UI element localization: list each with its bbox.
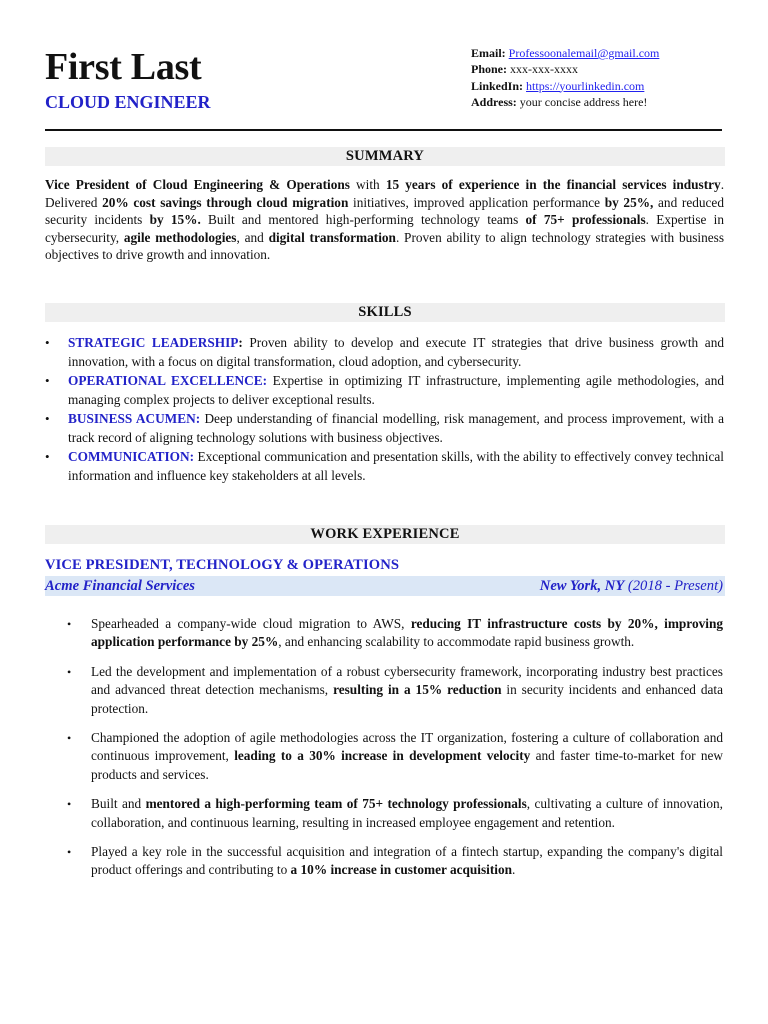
text-run: and reduced security incidents — [45, 194, 724, 228]
text-run: Played a key role in the successful acquisition and integration of a fintech startup, expanding the company's digital product offerings and contributing to — [91, 844, 723, 878]
text-run: Championed the adoption of agile methodologies across the IT organization, fostering a culture of collaboration and continuous improvement, — [91, 730, 723, 764]
email-link[interactable]: Professoonalemail@gmail.com — [508, 46, 660, 60]
text-run: 15 years of experience in the financial services industry — [385, 177, 721, 192]
contact-phone-row — [471, 61, 731, 77]
text-run: by 25%, — [604, 194, 654, 210]
skill-item — [45, 371, 724, 409]
company-name: Acme Financial Services — [45, 578, 195, 594]
bullet-icon: • — [45, 411, 50, 426]
skill-description: Exceptional communication and presentation skills, with the ability to effectively convey technical information and influence key stakeholders at all levels. — [68, 449, 724, 483]
experience-bullet — [67, 663, 723, 718]
skill-name: STRATEGIC LEADERSHIP — [68, 335, 239, 350]
bullet-icon: • — [67, 664, 72, 679]
company-bar — [45, 576, 725, 596]
bullet-icon: • — [45, 373, 50, 388]
address-label: Address: — [471, 94, 517, 109]
text-run: 20% cost savings through cloud migration — [102, 194, 349, 210]
text-run: . Proven ability to align technology strategies with business objectives to drive growth and innovation. — [45, 229, 725, 263]
text-run: . — [512, 862, 516, 878]
phone-label: Phone: — [471, 62, 507, 77]
experience-bullets — [67, 615, 723, 891]
text-run: . Delivered — [45, 177, 725, 210]
text-run: Vice President of Cloud Engineering & Operations — [45, 177, 350, 192]
text-run: leading to a 30% increase in development velocity — [234, 748, 531, 764]
phone-value: xxx-xxx-xxxx — [510, 62, 578, 77]
skill-description: Deep understanding of financial modelling, risk management, and process improvement, with a track record of aligning technology solutions with business objectives. — [68, 411, 724, 445]
skill-name: BUSINESS ACUMEN: — [68, 411, 201, 426]
skill-description: Expertise in optimizing IT infrastructure, implementing agile methodologies, and managing complex projects to deliver exceptional results. — [68, 373, 724, 407]
experience-bullet — [67, 615, 723, 652]
experience-bullet — [67, 729, 723, 784]
experience-bullet — [67, 843, 723, 880]
text-run: Led the development and implementation of a robust cybersecurity framework, incorporating industry best practices and advanced threat detection mechanisms, — [91, 663, 723, 698]
experience-bullet — [67, 795, 723, 832]
work-experience-heading: WORK EXPERIENCE — [45, 525, 725, 544]
text-run: of 75+ professionals — [525, 212, 646, 228]
text-run: Built and mentored high-performing technology teams — [200, 212, 526, 228]
text-run: Built and — [91, 796, 146, 812]
text-run: . Expertise in cybersecurity, — [45, 212, 724, 245]
skill-item — [45, 447, 724, 485]
bullet-icon: • — [67, 845, 72, 860]
candidate-role: CLOUD ENGINEER — [45, 92, 211, 112]
skill-item — [45, 333, 724, 371]
linkedin-label: LinkedIn: — [471, 78, 524, 93]
text-run: initiatives, improved application performance — [348, 194, 605, 210]
text-run: with — [349, 177, 386, 192]
text-run: and faster time-to-market for new products and services. — [91, 748, 723, 782]
text-run: resulting in a 15% reduction — [333, 682, 502, 698]
job-title: VICE PRESIDENT, TECHNOLOGY & OPERATIONS — [45, 557, 400, 573]
job-location — [540, 576, 723, 596]
contact-address-row — [471, 94, 731, 110]
skill-name: OPERATIONAL EXCELLENCE: — [68, 373, 268, 388]
email-label: Email: — [471, 46, 506, 60]
skill-description: Proven ability to develop and execute IT strategies that drive business growth and innovation, with a focus on digital transformation, cloud adoption, and cybersecurity. — [68, 335, 724, 369]
location-text: New York, NY — [539, 578, 625, 594]
contact-email-row — [471, 45, 731, 61]
header-divider — [45, 129, 722, 131]
bullet-icon: • — [45, 335, 50, 350]
skill-name: COMMUNICATION: — [68, 449, 195, 464]
address-value: your concise address here! — [519, 94, 648, 109]
text-run: agile methodologies — [123, 229, 237, 245]
text-run: a 10% increase in customer acquisition — [290, 862, 513, 878]
skill-colon: : — [238, 335, 243, 350]
job-dates: (2018 - Present) — [624, 578, 723, 594]
text-run: , cultivating a culture of innovation, collaboration, and continuous learning, resulting in increased employee engagement and retention. — [91, 796, 723, 830]
bullet-icon: • — [45, 449, 50, 464]
contact-block — [471, 45, 731, 110]
text-run: Spearheaded a company-wide cloud migration to AWS, — [91, 616, 411, 631]
linkedin-link[interactable]: https://yourlinkedin.com — [526, 78, 645, 93]
contact-linkedin-row — [471, 78, 731, 94]
bullet-icon: • — [67, 731, 72, 746]
bullet-icon: • — [67, 617, 72, 631]
text-run: reducing IT infrastructure costs by 20%, improving application performance by 25% — [91, 616, 723, 650]
summary-text — [45, 176, 724, 264]
skills-list — [45, 333, 724, 485]
text-run: by 15%. — [149, 212, 201, 228]
bullet-icon: • — [67, 797, 72, 812]
summary-heading: SUMMARY — [45, 147, 725, 166]
text-run: , and — [236, 229, 269, 245]
candidate-name: First Last — [45, 46, 202, 88]
text-run: , and enhancing scalability to accommodate rapid business growth. — [278, 634, 635, 650]
text-run: in security incidents and enhanced data protection. — [91, 682, 723, 716]
text-run: mentored a high-performing team of 75+ technology professionals — [145, 796, 527, 812]
skill-item — [45, 409, 724, 447]
text-run: digital transformation — [268, 229, 396, 245]
skills-heading: SKILLS — [45, 303, 725, 322]
